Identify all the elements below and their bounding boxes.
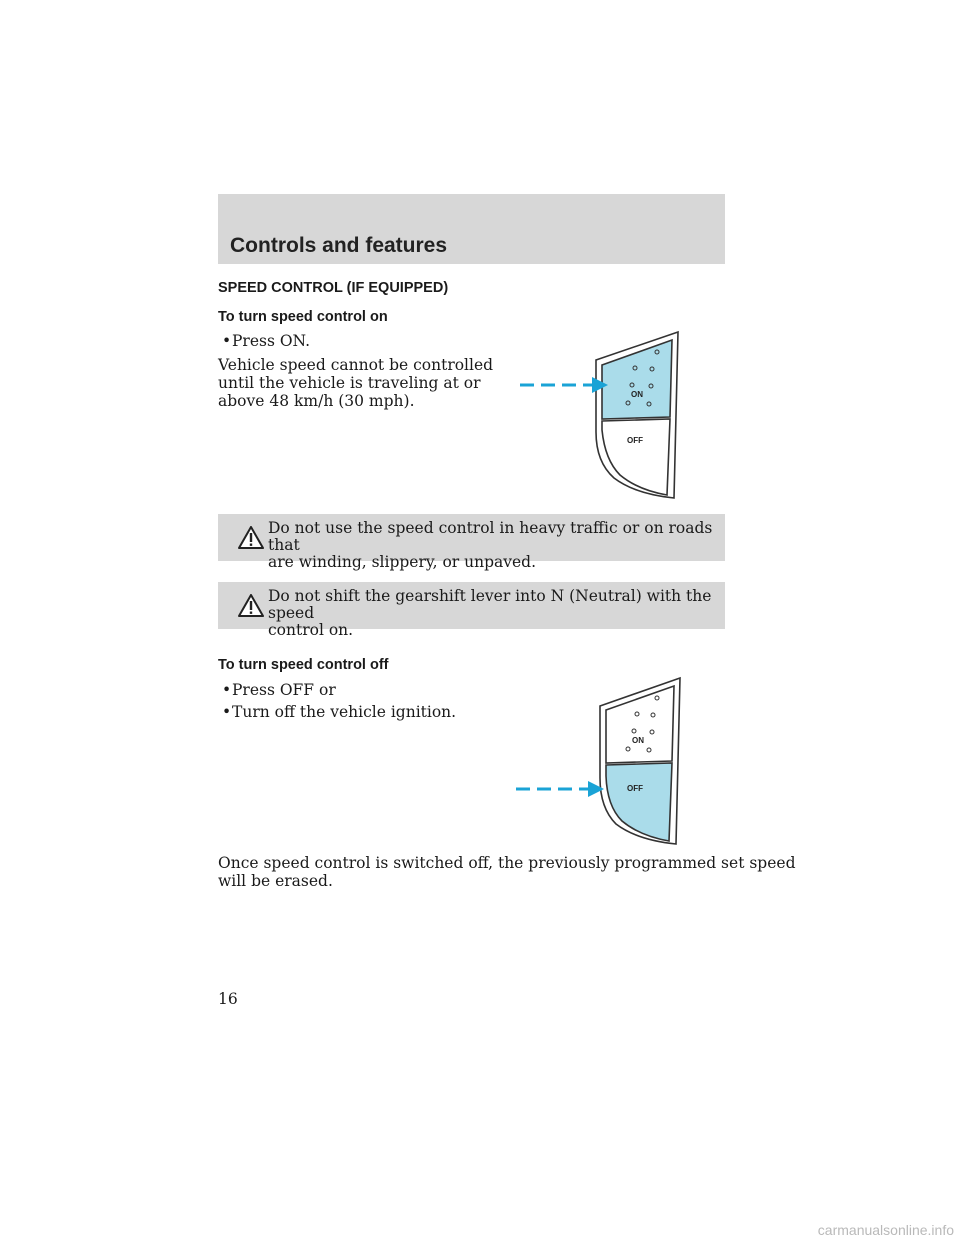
warning-line: control on. xyxy=(268,621,354,639)
closing-paragraph xyxy=(218,854,796,890)
warning-triangle-icon xyxy=(238,594,264,617)
switch-off-button xyxy=(606,763,672,841)
switch-off-button xyxy=(602,419,670,495)
switch-off-label: OFF xyxy=(627,436,643,445)
page-number: 16 xyxy=(218,990,238,1008)
turn-on-paragraph xyxy=(218,356,493,410)
pointer-arrow-off xyxy=(516,781,604,797)
paragraph-line: will be erased. xyxy=(218,872,333,890)
paragraph-line: until the vehicle is traveling at or xyxy=(218,374,481,392)
paragraph-line: Vehicle speed cannot be controlled xyxy=(218,356,494,374)
watermark-text: carmanualsonline.info xyxy=(817,1222,954,1238)
section-header-bar xyxy=(218,194,725,264)
speed-control-switch-on-illustration xyxy=(510,330,690,500)
pointer-arrow-on xyxy=(520,377,608,393)
switch-on-label: ON xyxy=(631,390,643,399)
paragraph-line: Once speed control is switched off, the previously programmed set speed xyxy=(218,854,796,872)
warning-box xyxy=(218,514,725,571)
turn-on-heading: To turn speed control on xyxy=(218,309,388,325)
switch-on-button xyxy=(602,340,672,419)
switch-on-label: ON xyxy=(632,736,644,745)
section-title: SPEED CONTROL (IF EQUIPPED) xyxy=(218,280,449,296)
header-title: Controls and features xyxy=(230,234,448,257)
warning-text xyxy=(268,588,725,639)
speed-control-switch-off-illustration xyxy=(510,676,690,848)
turn-on-bullet: • Press ON. xyxy=(222,332,310,350)
warning-line: Do not shift the gearshift lever into N (Neutral) with the speed xyxy=(268,587,712,622)
warning-triangle-icon xyxy=(238,526,264,549)
warning-line: Do not use the speed control in heavy traffic or on roads that xyxy=(268,519,713,554)
switch-on-button xyxy=(606,686,674,763)
warning-text xyxy=(268,520,725,571)
turn-off-bullet: • Press OFF or xyxy=(222,681,336,699)
warning-box xyxy=(218,582,725,639)
switch-off-label: OFF xyxy=(627,784,643,793)
turn-off-heading: To turn speed control off xyxy=(218,657,389,673)
turn-off-bullet: • Turn off the vehicle ignition. xyxy=(222,703,456,721)
warning-line: are winding, slippery, or unpaved. xyxy=(268,553,537,571)
paragraph-line: above 48 km/h (30 mph). xyxy=(218,392,415,410)
